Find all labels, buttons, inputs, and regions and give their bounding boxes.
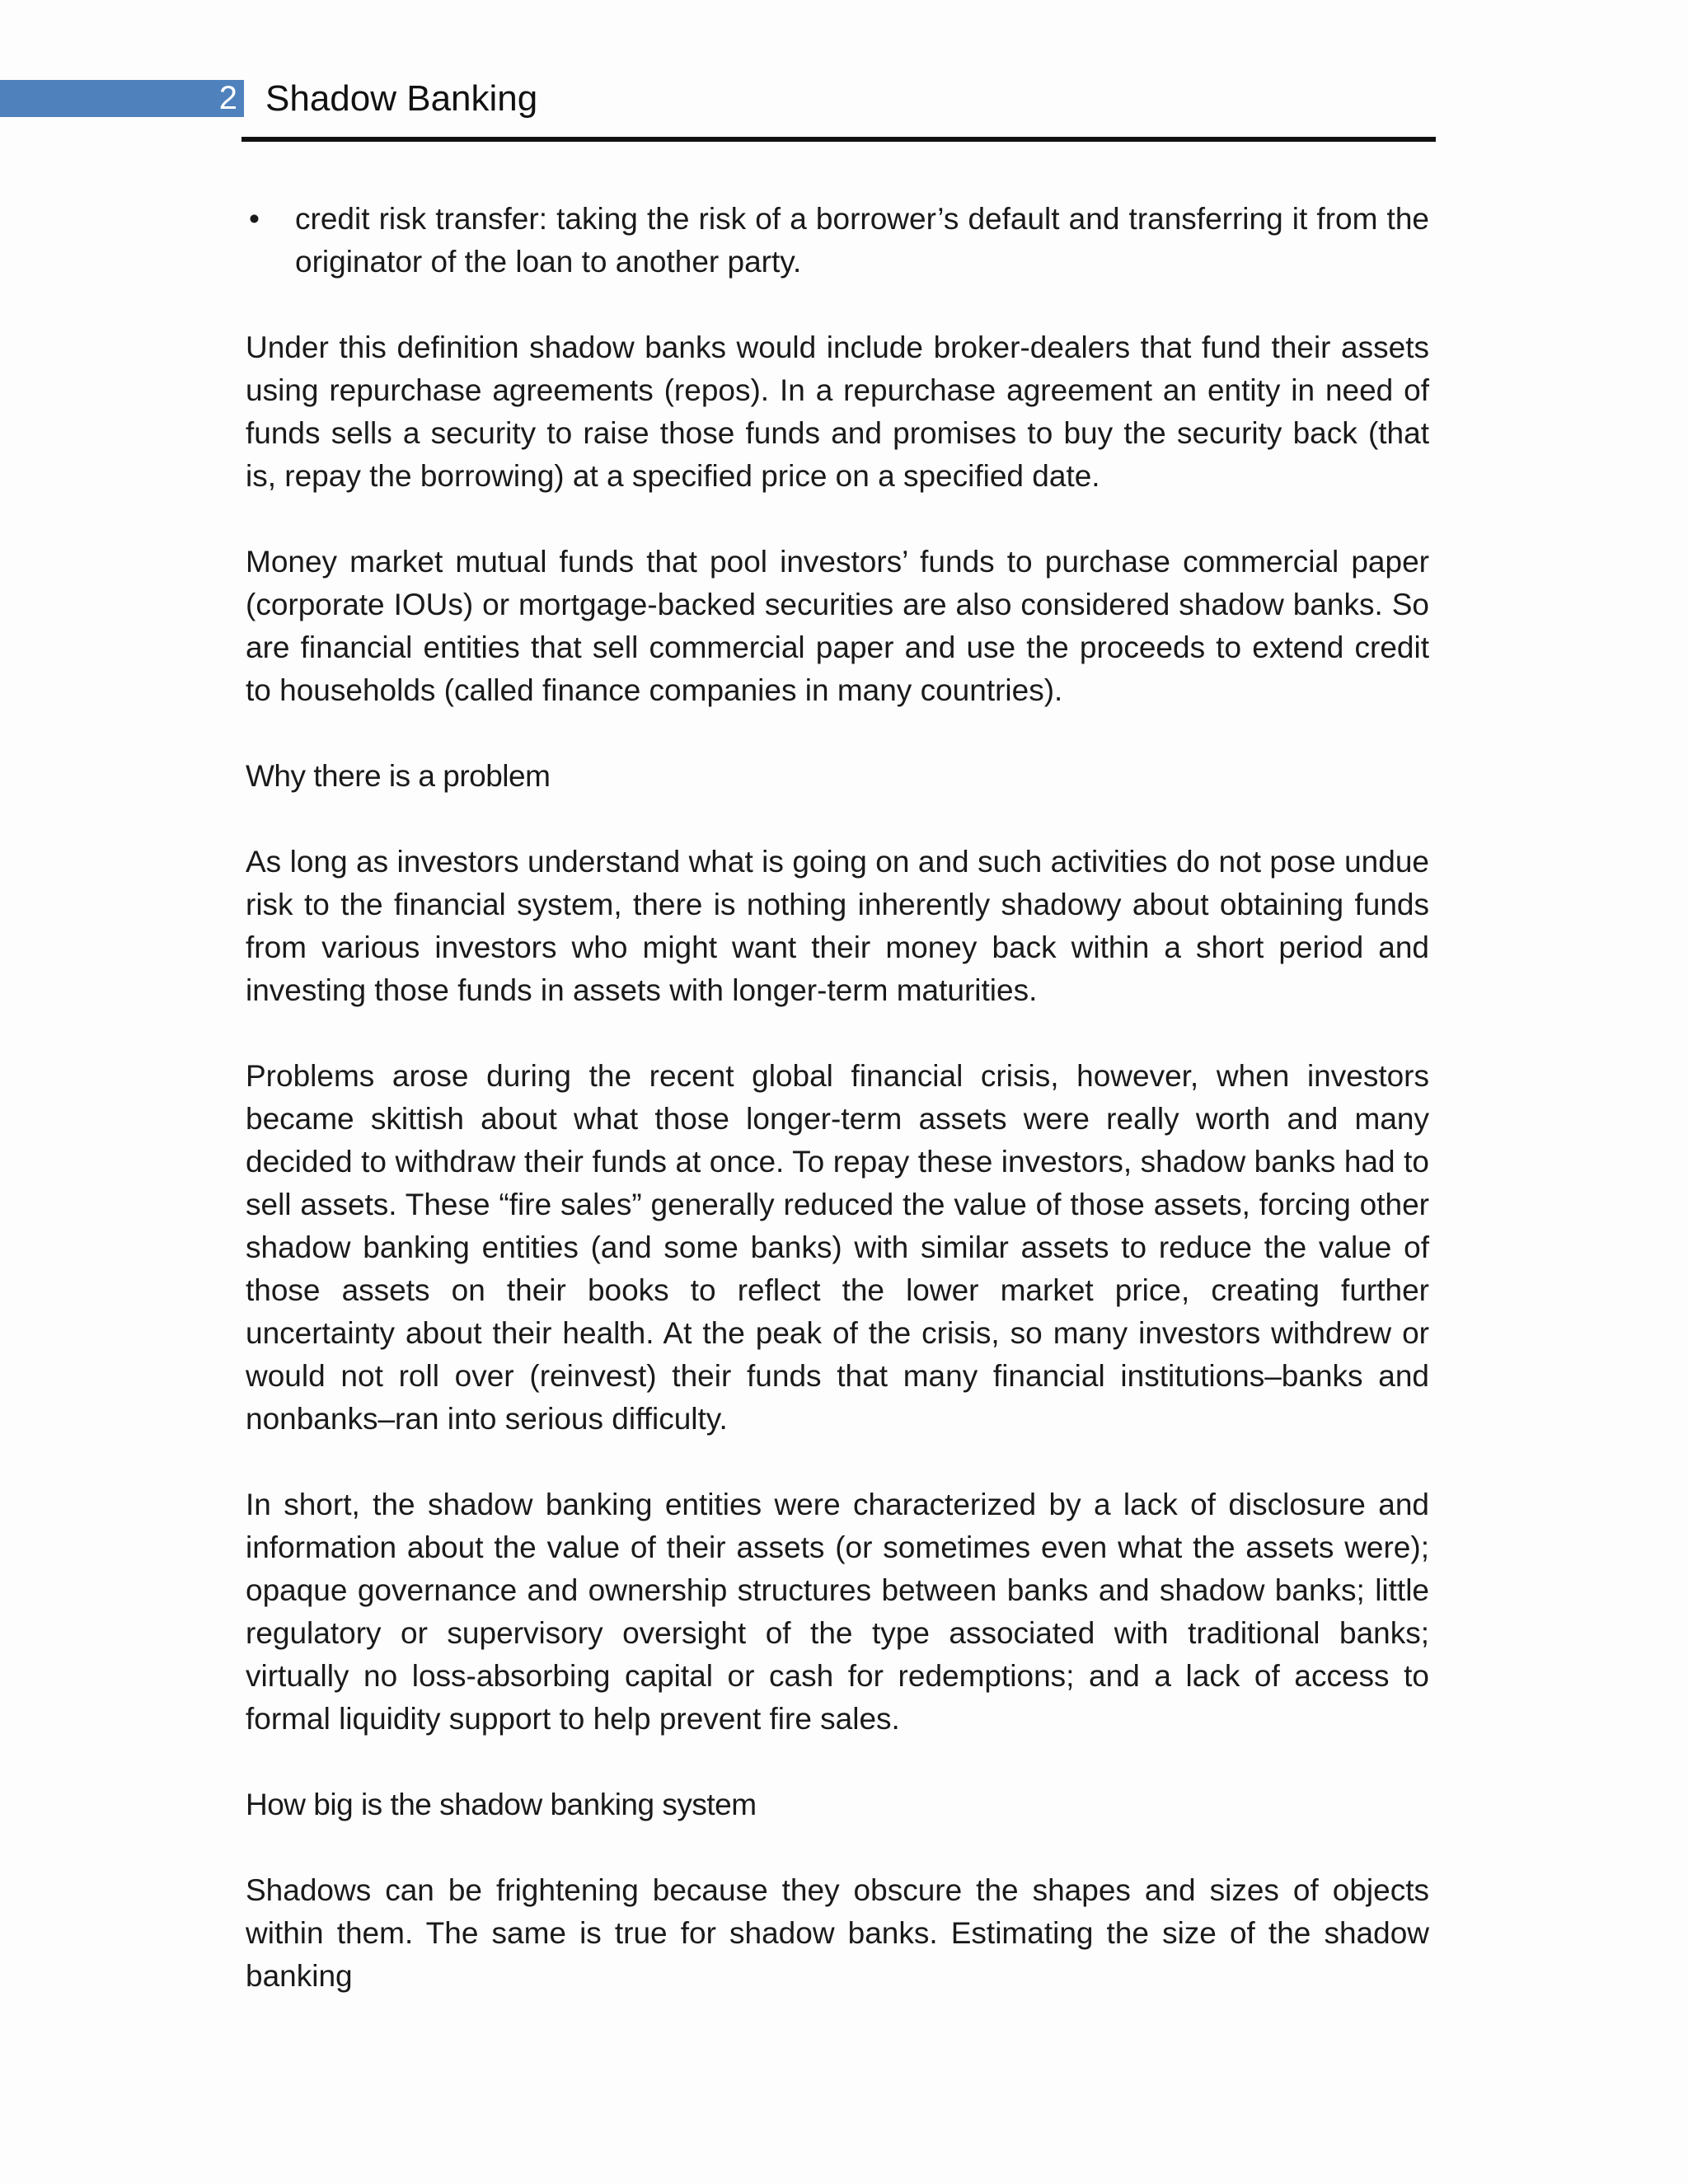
paragraph-shadows-frightening: Shadows can be frightening because they obscure the shapes and sizes of objects within them. The same is true for shadow banks. Estimating the size of the shadow banking [246, 1873, 1429, 1993]
paragraph-investors-understand: As long as investors understand what is going on and such activities do not pose undue risk to the financial system, there is nothing inherently shadowy about obtaining funds from various investors who might want their money back within a short period and investing those funds in assets with longer-term maturities. [246, 845, 1429, 1007]
section-heading-why-problem: Why there is a problem [246, 759, 551, 793]
bullet-item-credit-risk-transfer [246, 198, 1429, 284]
paragraph-money-market-funds: Money market mutual funds that pool investors’ funds to purchase commercial paper (corporate IOUs) or mortgage-backed securities are also considered shadow banks. So are financial entities that sell commercial paper and use the proceeds to extend credit to households (called finance companies in many countries). [246, 545, 1429, 707]
bullet-list [246, 198, 1429, 284]
paragraph-in-short: In short, the shadow banking entities were characterized by a lack of disclosure and information about the value of their assets (or sometimes even what the assets were); opaque governance and ownership structures between banks and shadow banks; little regulatory or supervisory oversight of the type associated with traditional banks; virtually no loss-absorbing capital or cash for redemptions; and a lack of access to formal liquidity support to help prevent fire sales. [246, 1488, 1429, 1736]
page-content [246, 198, 1429, 2041]
running-title: Shadow Banking [265, 78, 538, 119]
bullet-icon: • [249, 202, 260, 236]
page-number: 2 [218, 80, 237, 116]
header-rule [241, 137, 1436, 142]
bullet-text: credit risk transfer: taking the risk of a borrower’s default and transferring it from the originator of the loan to another party. [295, 202, 1429, 279]
section-heading-how-big: How big is the shadow banking system [246, 1788, 757, 1821]
paragraph-crisis-problems: Problems arose during the recent global financial crisis, however, when investors became skittish about what those longer-term assets were really worth and many decided to withdraw their funds at once. To repay these investors, shadow banks had to sell assets. These “fire sales” generally reduced the value of those assets, forcing other shadow banking entities (and some banks) with similar assets to reduce the value of those assets on their books to reflect the lower market price, creating further uncertainty about their health. At the peak of the crisis, so many investors withdrew or would not roll over (reinvest) their funds that many financial institutions–banks and nonbanks–ran into serious difficulty. [246, 1059, 1429, 1436]
paragraph-repos: Under this definition shadow banks would include broker-dealers that fund their assets using repurchase agreements (repos). In a repurchase agreement an entity in need of funds sells a security to raise those funds and promises to buy the security back (that is, repay the borrowing) at a specified price on a specified date. [246, 330, 1429, 493]
